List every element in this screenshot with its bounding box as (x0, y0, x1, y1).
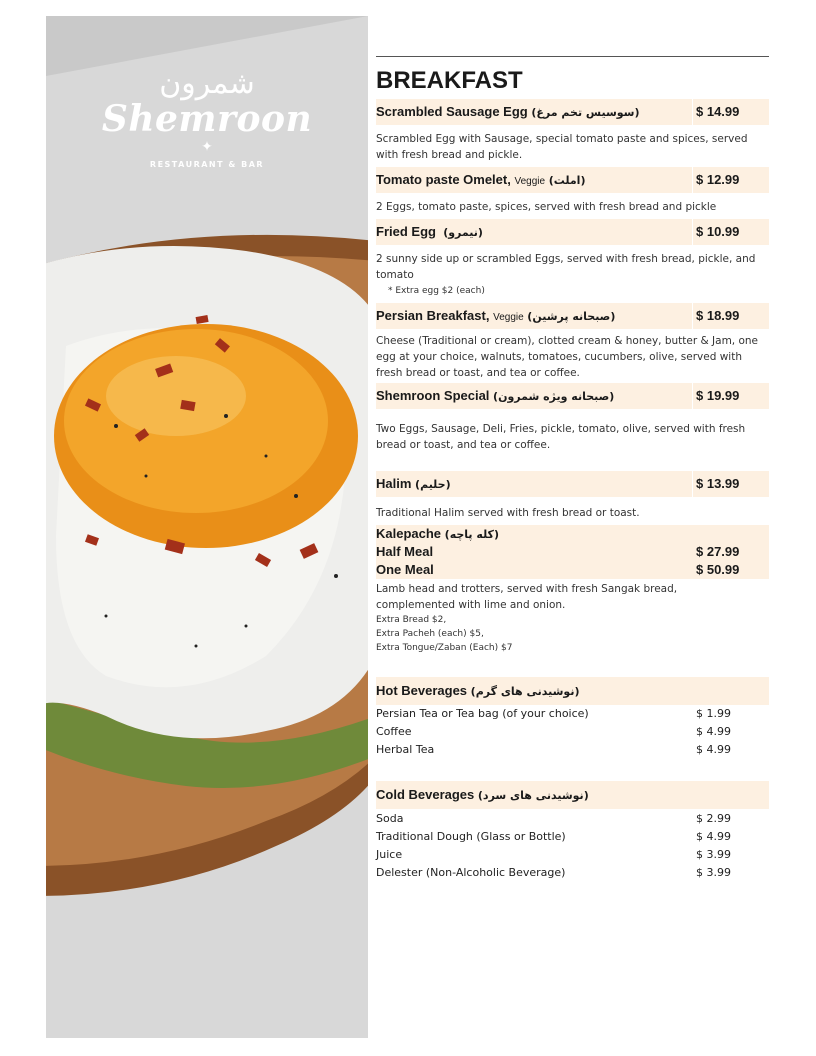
item-description: Scrambled Egg with Sausage, special tomato paste and spices, served with fresh bread and pickle. (376, 133, 748, 161)
kalepache-name: Kalepache (376, 526, 442, 541)
item-description: Cheese (Traditional or cream), clotted cream & honey, butter & Jam, one egg at your choice, walnuts, tomatoes, cucumbers, olive, served with fresh bread or toast, and tea or coffee. (376, 335, 759, 379)
egg-toast-illustration (46, 16, 368, 1038)
kalepache-desc-text: Lamb head and trotters, served with fresh Sangak bread, complemented with lime and onion. (376, 583, 678, 611)
item-description: Traditional Halim served with fresh bread or toast. (376, 507, 640, 519)
half-meal-label: Half Meal (376, 544, 434, 559)
menu-item-header (376, 219, 769, 245)
item-farsi: (املت) (548, 174, 586, 187)
hot-beverages-header (376, 677, 769, 705)
star-icon: ✦ (201, 139, 213, 155)
beverage-name: Persian Tea or Tea bag (of your choice) (376, 707, 589, 720)
item-tag: Veggie (514, 176, 546, 187)
beverage-name: Juice (376, 848, 403, 861)
menu-item-header (376, 383, 769, 409)
item-name: Halim (376, 476, 412, 491)
beverage-price: $ 3.99 (696, 866, 731, 879)
breakfast-menu (376, 56, 769, 884)
menu-item-header (376, 167, 769, 193)
beverage-row (376, 866, 769, 884)
restaurant-logo (46, 68, 368, 169)
item-price: $ 19.99 (696, 388, 740, 403)
item-description: Two Eggs, Sausage, Deli, Fries, pickle, tomato, olive, served with fresh bread or toast, and tea or coffee. (376, 423, 746, 451)
item-farsi: (صبحانه پرشین) (527, 310, 616, 323)
item-name: Shemroon Special (376, 388, 490, 403)
cold-beverages-list (376, 809, 769, 884)
beverage-name: Delester (Non-Alcoholic Beverage) (376, 866, 566, 879)
beverage-price: $ 4.99 (696, 743, 731, 756)
item-name: Fried Egg (376, 224, 436, 239)
item-farsi: (صبحانه ویژه شمرون) (493, 390, 615, 403)
section-farsi: (نوشیدنی های سرد) (477, 789, 589, 802)
beverage-row (376, 725, 769, 743)
one-meal-price: $ 50.99 (696, 562, 740, 577)
item-farsi: (سوسیس تخم مرغ) (531, 106, 640, 119)
kalepache-extra: Extra Bread $2, (376, 615, 447, 625)
item-price: $ 10.99 (696, 224, 740, 239)
item-name: Persian Breakfast, (376, 308, 490, 323)
kalepache-extra: Extra Pacheh (each) $5, (376, 629, 484, 639)
beverage-price: $ 2.99 (696, 812, 731, 825)
item-tag: Veggie (493, 312, 524, 323)
logo-name: Shemroon (101, 98, 313, 140)
item-description: 2 Eggs, tomato paste, spices, served with fresh bread and pickle (376, 201, 717, 213)
item-price: $ 13.99 (696, 476, 740, 491)
hero-photo (46, 16, 368, 1038)
item-farsi: (نیمرو) (443, 226, 483, 239)
cold-beverages-header (376, 781, 769, 809)
item-description (376, 245, 769, 303)
beverage-price: $ 3.99 (696, 848, 731, 861)
section-title: Cold Beverages (376, 787, 475, 802)
beverage-row (376, 707, 769, 725)
menu-item-header (376, 99, 769, 125)
kalepache-header (376, 525, 769, 579)
kalepache-farsi: (کله پاچه) (444, 528, 499, 541)
menu-item-header (376, 471, 769, 497)
item-price: $ 14.99 (696, 104, 740, 119)
kalepache-description (376, 579, 769, 659)
item-note: * Extra egg $2 (each) (388, 286, 485, 296)
half-meal-price: $ 27.99 (696, 544, 740, 559)
logo-subtitle: RESTAURANT & BAR (149, 160, 265, 169)
logo-farsi: شمرون (159, 66, 255, 101)
section-farsi: (نوشیدنی های گرم) (470, 685, 580, 698)
item-name: Scrambled Sausage Egg (376, 104, 528, 119)
beverage-row (376, 743, 769, 761)
beverage-price: $ 4.99 (696, 725, 731, 738)
beverage-price: $ 1.99 (696, 707, 731, 720)
item-name: Tomato paste Omelet, (376, 172, 511, 187)
beverage-row (376, 812, 769, 830)
kalepache-extra: Extra Tongue/Zaban (Each) $7 (376, 643, 513, 653)
beverage-name: Coffee (376, 725, 412, 738)
top-divider (376, 56, 769, 57)
item-description-text: 2 sunny side up or scrambled Eggs, served with fresh bread, pickle, and tomato (376, 253, 756, 281)
beverage-name: Herbal Tea (376, 743, 435, 756)
hot-beverages-list (376, 705, 769, 761)
item-price: $ 12.99 (696, 172, 740, 187)
menu-title: BREAKFAST (376, 67, 523, 94)
section-title: Hot Beverages (376, 683, 468, 698)
menu-item-header (376, 303, 769, 329)
beverage-name: Soda (376, 812, 404, 825)
beverage-row (376, 848, 769, 866)
one-meal-label: One Meal (376, 562, 434, 577)
item-farsi: (حلیم) (415, 478, 451, 491)
beverage-row (376, 830, 769, 848)
beverage-name: Traditional Dough (Glass or Bottle) (376, 830, 566, 843)
item-price: $ 18.99 (696, 308, 740, 323)
beverage-price: $ 4.99 (696, 830, 731, 843)
